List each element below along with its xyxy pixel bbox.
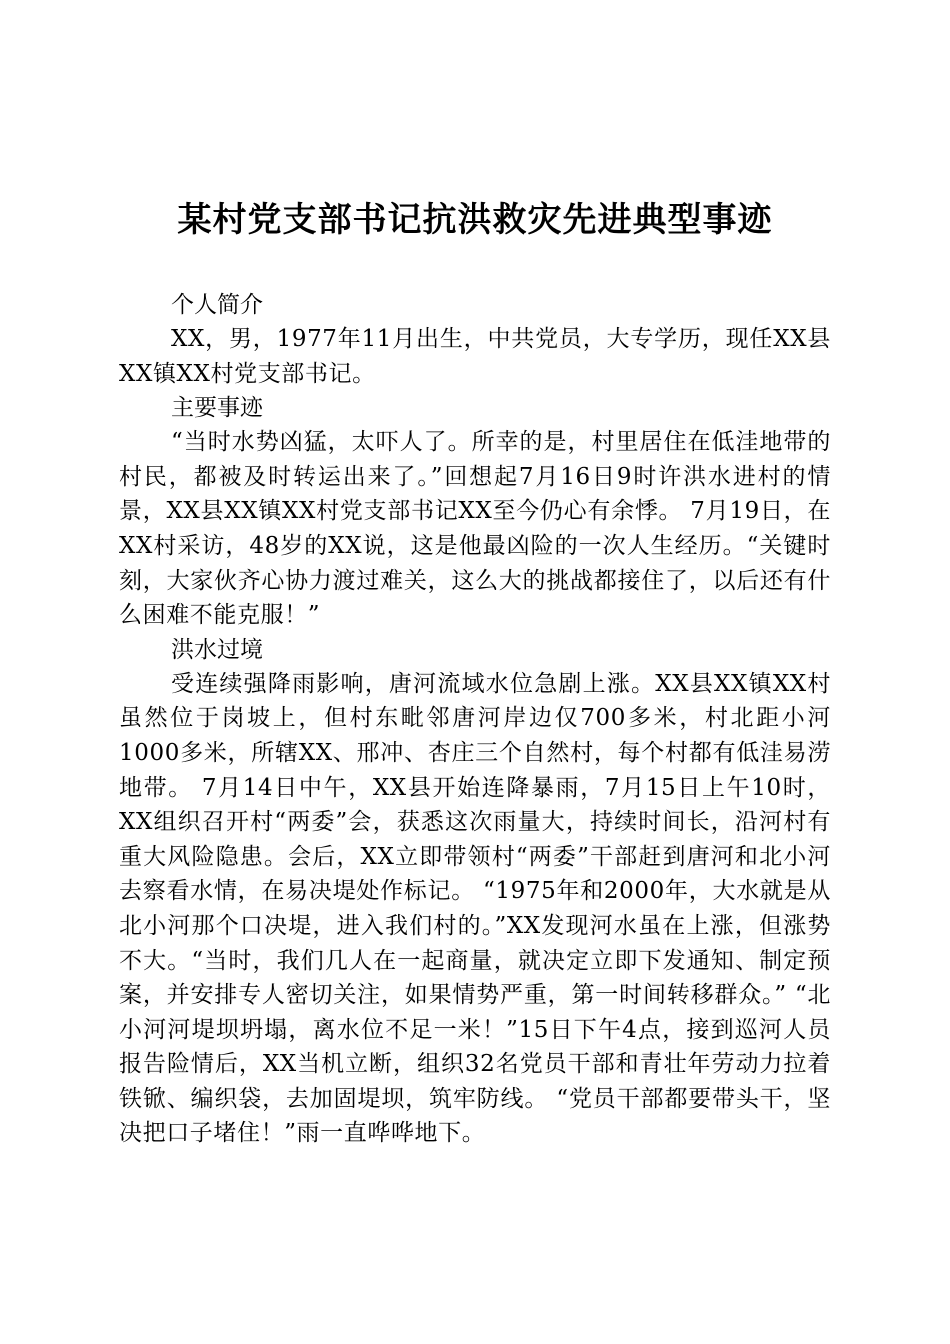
paragraph: XX，男，1977年11月出生，中共党员，大专学历，现任XX县XX镇XX村党支部书记。 [119, 326, 831, 387]
paragraph: “当时水势凶猛，太吓人了。所幸的是，村里居住在低洼地带的村民，都被及时转运出来了。”回想起7月16日9时许洪水进村的情景，XX县XX镇XX村党支部书记XX至今仍心有余悸。 7月19日，在XX村采访，48岁的XX说，这是他最凶险的一次人生经历。“关键时刻，大家伙齐心协力渡过难关，这么大的挑战都接住了，以后还有什么困难不能克服！” [119, 429, 831, 629]
paragraph: 受连续强降雨影响，唐河流域水位急剧上涨。XX县XX镇XX村虽然位于岗坡上，但村东毗邻唐河岸边仅700多米，村北距小河1000多米，所辖XX、邢冲、杏庄三个自然村，每个村都有低洼易涝地带。 7月14日中午，XX县开始连降暴雨，7月15日上午10时，XX组织召开村“两委”会，获悉这次雨量大，持续时间长，沿河村有重大风险隐患。会后，XX立即带领村“两委”干部赶到唐河和北小河去察看水情，在易决堤处作标记。 “1975年和2000年，大水就是从北小河那个口决堤，进入我们村的。”XX发现河水虽在上涨，但涨势不大。“当时，我们几人在一起商量，就决定立即下发通知、制定预案，并安排专人密切关注，如果情势严重，第一时间转移群众。” “北小河河堤坝坍塌，离水位不足一米！”15日下午4点，接到巡河人员报告险情后，XX当机立断，组织32名党员干部和青壮年劳动力拉着铁锨、编织袋，去加固堤坝，筑牢防线。 “党员干部都要带头干，坚决把口子堵住！”雨一直哗哗地下。 [119, 670, 831, 1147]
document-body [119, 288, 831, 1151]
section-flood [119, 633, 831, 1151]
section-heading: 洪水过境 [171, 636, 263, 663]
section-main-deeds [119, 391, 831, 633]
section-profile [119, 288, 831, 391]
document-title: 某村党支部书记抗洪救灾先进典型事迹 [177, 200, 773, 240]
section-heading: 主要事迹 [171, 395, 263, 422]
section-heading: 个人简介 [171, 292, 263, 318]
